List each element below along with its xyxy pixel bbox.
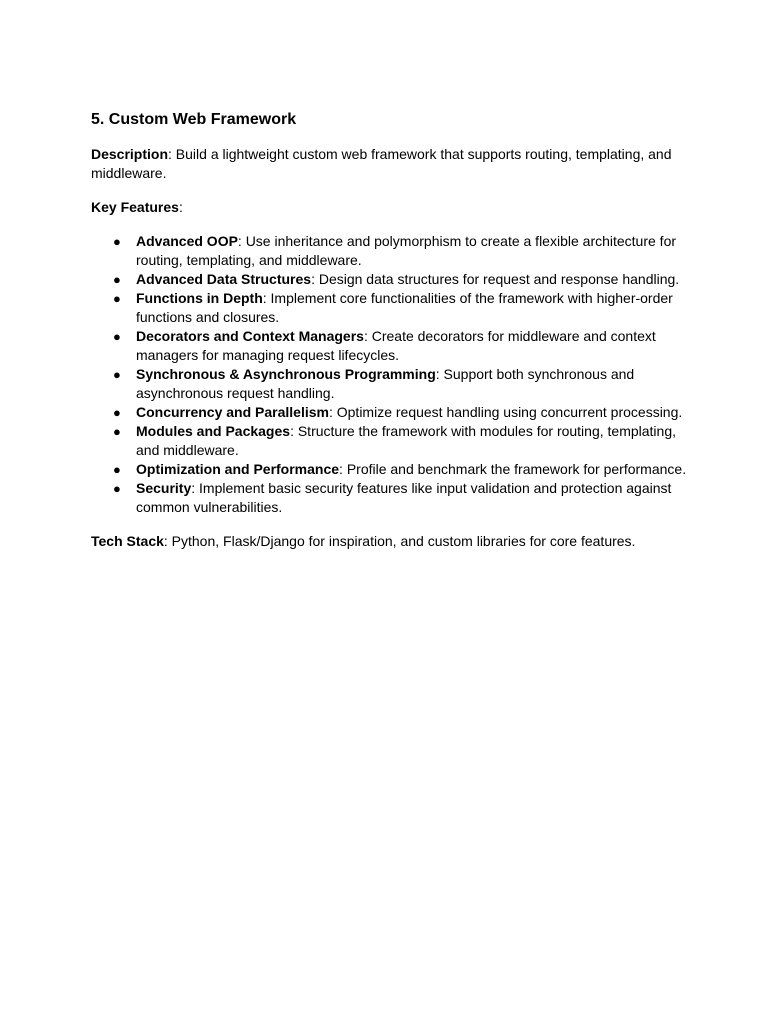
bullet-icon: ● — [113, 272, 121, 287]
feature-title: Modules and Packages — [136, 423, 291, 439]
feature-text: : Use inheritance and polymorphism to create a flexible architecture for routing, templating, and middleware. — [136, 233, 677, 268]
list-item — [91, 479, 691, 517]
list-item — [91, 289, 691, 327]
feature-text: : Implement basic security features like input validation and protection against common vulnerabilities. — [136, 480, 672, 515]
features-list — [91, 232, 691, 517]
bullet-icon: ● — [113, 234, 121, 249]
feature-title: Optimization and Performance — [136, 461, 340, 477]
feature-text: : Profile and benchmark the framework for performance. — [339, 461, 687, 477]
feature-text: : Implement core functionalities of the framework with higher-order functions and closures. — [136, 290, 673, 325]
list-item — [91, 460, 691, 479]
bullet-icon: ● — [113, 462, 121, 477]
feature-title: Security — [136, 480, 192, 496]
list-item — [91, 270, 691, 289]
feature-title: Concurrency and Parallelism — [136, 404, 329, 420]
tech-stack-paragraph — [91, 532, 691, 551]
feature-text: : Design data structures for request and response handling. — [311, 271, 680, 287]
bullet-icon: ● — [113, 481, 121, 496]
tech-stack-text: : Python, Flask/Django for inspiration, and custom libraries for core features. — [163, 533, 636, 549]
description-text: : Build a lightweight custom web framework that supports routing, templating, and middleware. — [91, 146, 672, 181]
tech-stack-label: Tech Stack — [91, 533, 164, 549]
list-item — [91, 403, 691, 422]
feature-title: Decorators and Context Managers — [136, 328, 364, 344]
feature-text: : Create decorators for middleware and context managers for managing request lifecycles. — [136, 328, 656, 363]
section-heading: 5. Custom Web Framework — [91, 111, 297, 128]
bullet-icon: ● — [113, 329, 121, 344]
key-features-label: Key Features — [91, 199, 179, 215]
feature-title: Synchronous & Asynchronous Programming — [136, 366, 436, 382]
feature-text: : Support both synchronous and asynchronous request handling. — [136, 366, 635, 401]
bullet-icon: ● — [113, 291, 121, 306]
list-item — [91, 365, 691, 403]
description-paragraph — [91, 145, 691, 183]
feature-text: : Optimize request handling using concurrent processing. — [328, 404, 683, 420]
bullet-icon: ● — [113, 424, 121, 439]
feature-title: Functions in Depth — [136, 290, 263, 306]
key-features-colon: : — [178, 199, 183, 215]
feature-title: Advanced Data Structures — [136, 271, 312, 287]
bullet-icon: ● — [113, 405, 121, 420]
list-item — [91, 327, 691, 365]
list-item — [91, 232, 691, 270]
description-label: Description — [91, 146, 169, 162]
list-item — [91, 422, 691, 460]
feature-text: : Structure the framework with modules for routing, templating, and middleware. — [136, 423, 677, 458]
document-content — [91, 110, 691, 551]
bullet-icon: ● — [113, 367, 121, 382]
key-features-paragraph — [91, 198, 691, 217]
feature-title: Advanced OOP — [136, 233, 238, 249]
